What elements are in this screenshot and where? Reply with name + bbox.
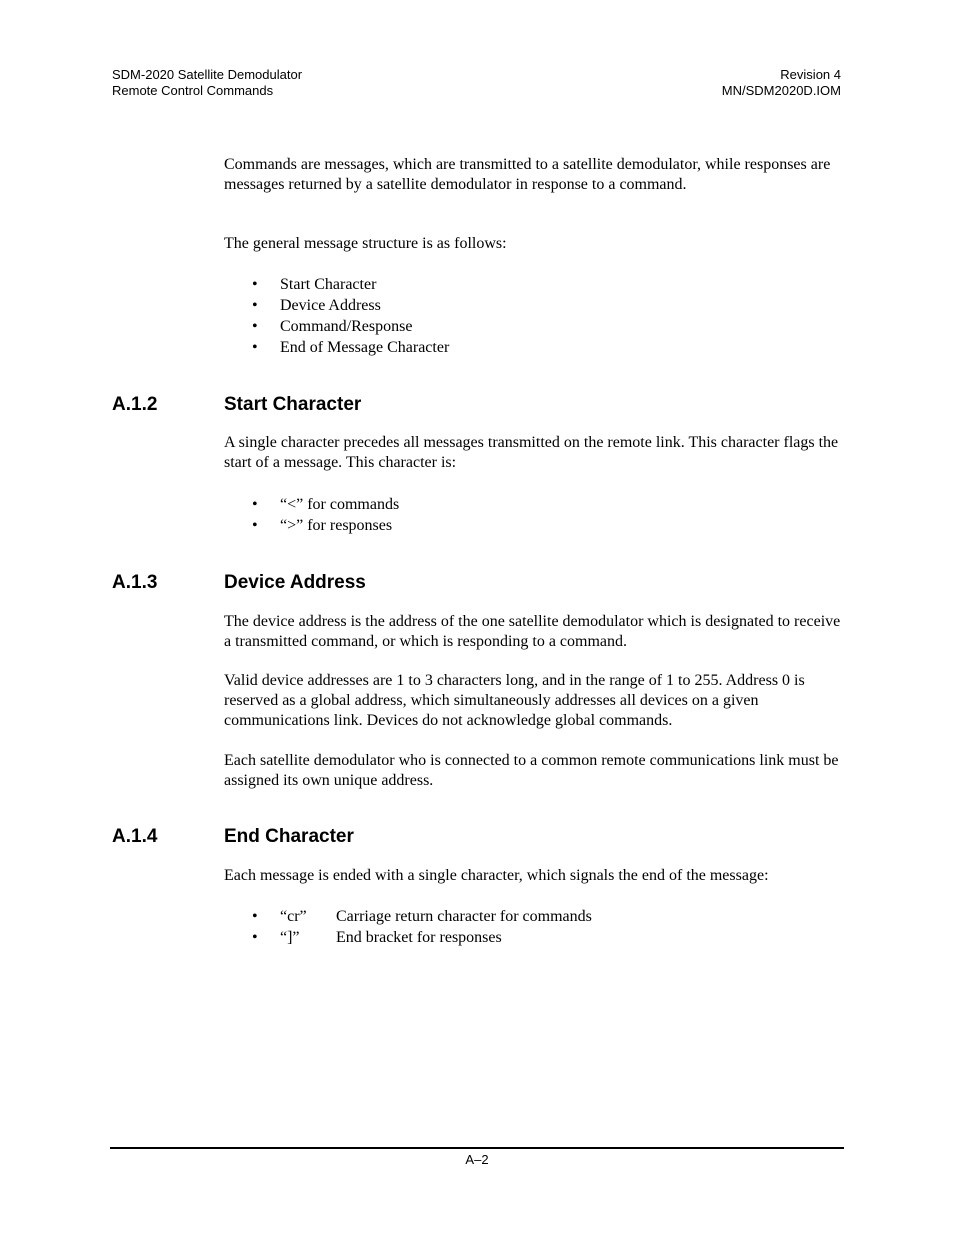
section-number: A.1.2 [112,394,158,415]
end-character-code: “cr” [280,908,307,925]
end-character-paragraph: Each message is ended with a single character, which signals the end of the message: [224,867,769,884]
device-address-paragraph-2: Valid device addresses are 1 to 3 characters long, and in the range of 1 to 255. Address 0 is reserved as a global address, which simultaneously addresses all devices on a given communications link. Devices do not acknowledge global commands. [224,672,805,729]
end-character-description: End bracket for responses [336,929,502,946]
list-item [224,927,592,948]
list-item: • Device Address [252,297,381,314]
bullet-icon: • [252,929,258,946]
section-title: End Character [224,826,354,847]
end-character-description: Carriage return character for commands [336,908,592,925]
header-doc-title: SDM-2020 Satellite Demodulator [112,67,303,82]
section-title: Device Address [224,572,366,593]
list-item [224,906,592,927]
bullet-icon: • [252,318,258,335]
footer-divider [110,1147,844,1149]
section-number: A.1.3 [112,572,158,593]
section-number: A.1.4 [112,826,158,847]
list-item: • “>” for responses [252,517,393,534]
list-item: • Command/Response [252,318,413,335]
bullet-icon: • [252,339,258,356]
bullet-icon: • [252,517,258,534]
page-number: A–2 [465,1152,489,1167]
structure-intro-paragraph: The general message structure is as follows: [224,235,507,252]
device-address-paragraph-3: Each satellite demodulator who is connected to a common remote communications link must be assigned its own unique address. [224,752,839,789]
header-doc-number: MN/SDM2020D.IOM [721,83,841,98]
running-header-right [722,67,841,99]
section-title: Start Character [224,394,362,415]
intro-paragraph: Commands are messages, which are transmitted to a satellite demodulator, while responses are messages returned by a satellite demodulator in response to a command. [224,156,831,193]
message-structure-list [224,274,449,358]
header-chapter-title: Remote Control Commands [112,83,274,98]
start-character-list [224,494,399,536]
bullet-icon: • [252,496,258,513]
list-item: • Start Character [252,276,377,293]
bullet-icon: • [252,297,258,314]
header-revision: Revision 4 [780,67,841,82]
running-header-left [112,67,302,99]
end-character-code: “]” [280,929,300,946]
list-item: • “<” for commands [252,496,400,513]
bullet-icon: • [252,908,258,925]
bullet-icon: • [252,276,258,293]
start-character-paragraph: A single character precedes all messages transmitted on the remote link. This character flags the start of a message. This character is: [224,434,839,471]
end-character-list [224,906,592,948]
list-item: • End of Message Character [252,339,450,356]
device-address-paragraph-1: The device address is the address of the one satellite demodulator which is designated to receive a transmitted command, or which is responding to a command. [224,613,841,650]
